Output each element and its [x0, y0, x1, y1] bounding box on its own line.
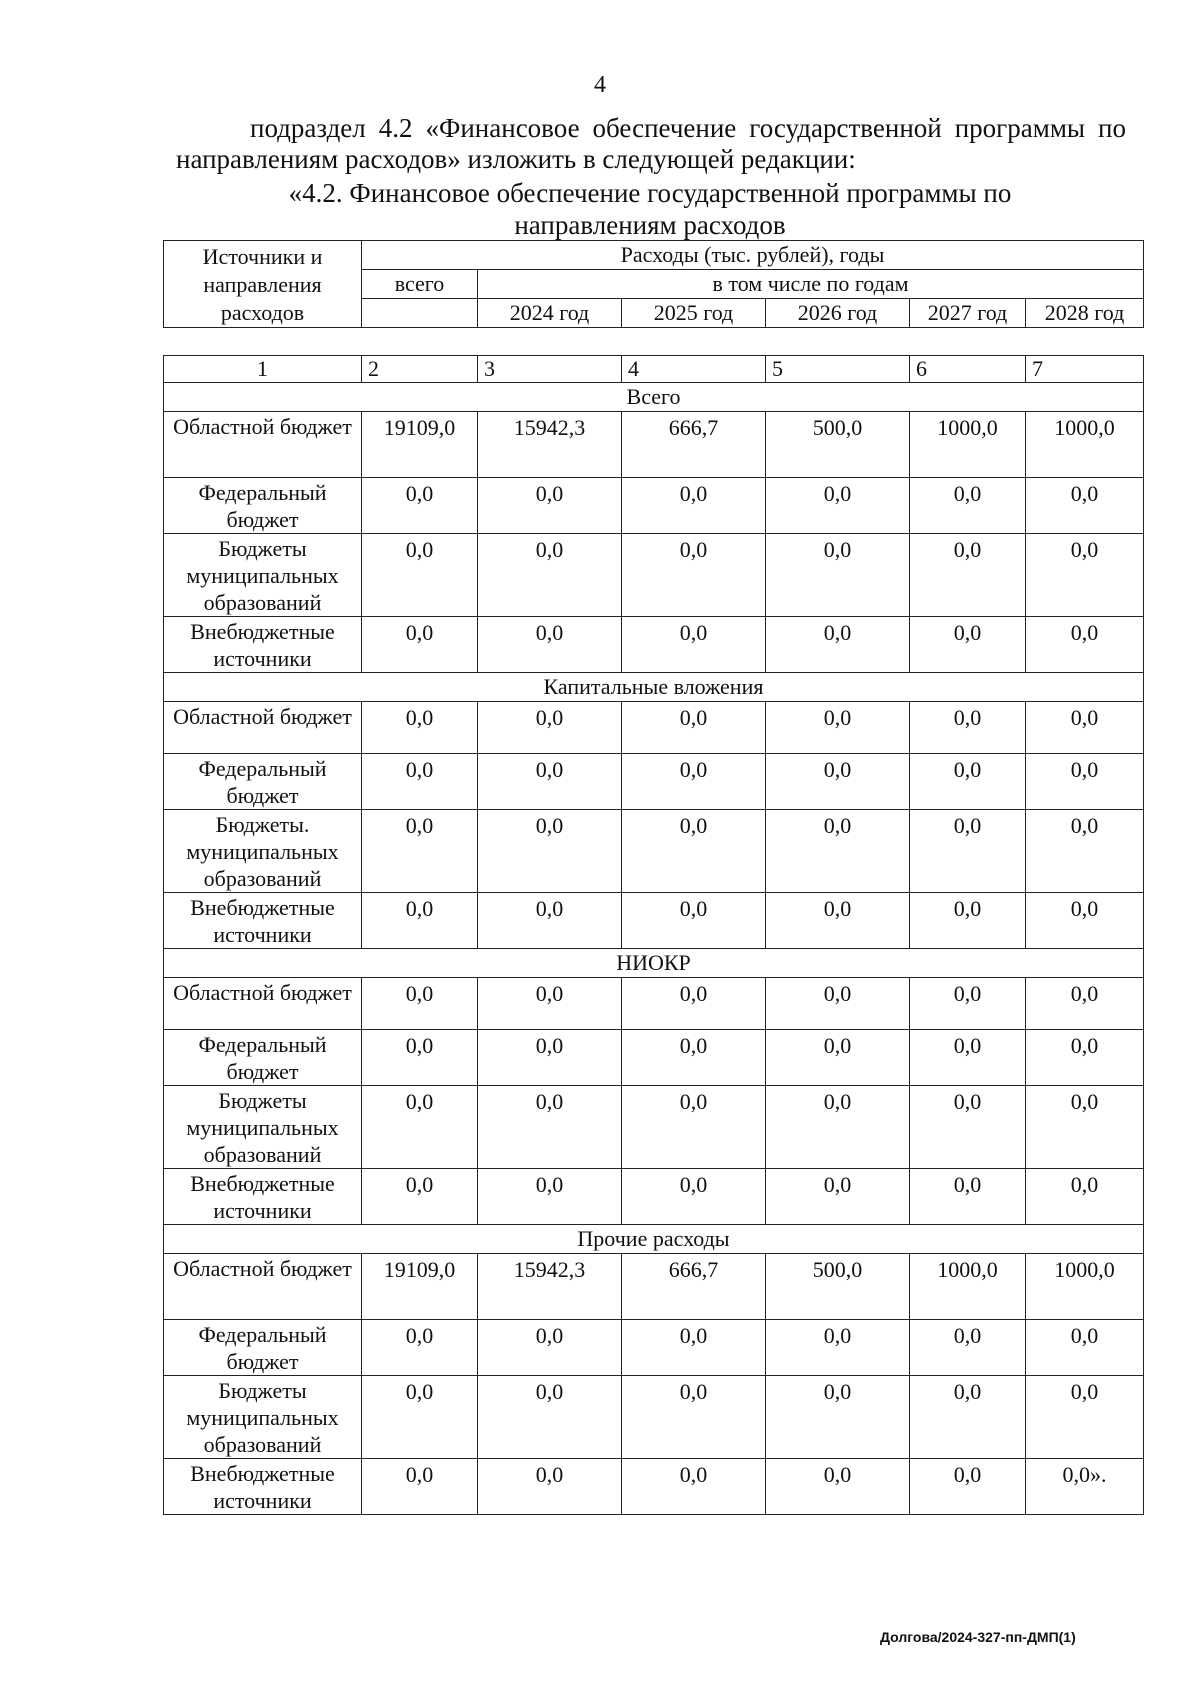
value-cell: 0,0 [622, 1169, 766, 1225]
row-label: Федеральный бюджет [164, 1030, 362, 1086]
value-cell: 0,0 [910, 1320, 1026, 1376]
value-cell: 0,0 [1026, 534, 1144, 617]
header-by-years: в том числе по годам [478, 270, 1144, 299]
value-cell: 0,0 [362, 810, 478, 893]
table-row [164, 1376, 1144, 1459]
value-cell: 19109,0 [362, 1254, 478, 1320]
table-row [164, 1030, 1144, 1086]
table-row [164, 1320, 1144, 1376]
financing-table [163, 355, 1144, 1515]
value-cell: 0,0 [622, 1320, 766, 1376]
value-cell: 0,0 [478, 1376, 622, 1459]
column-number: 3 [478, 356, 622, 383]
section-title: Прочие расходы [164, 1225, 1144, 1254]
intro-paragraph [176, 113, 1126, 175]
section-title-line-1: «4.2. Финансовое обеспечение государственной программы по [288, 178, 1012, 208]
value-cell: 0,0 [478, 810, 622, 893]
value-cell: 0,0 [478, 702, 622, 754]
value-cell: 0,0 [766, 478, 910, 534]
value-cell: 15942,3 [478, 412, 622, 478]
header-total-empty [362, 299, 478, 328]
table-row [164, 534, 1144, 617]
table-row [164, 1169, 1144, 1225]
financing-table-body [164, 356, 1144, 1515]
header-year: 2026 год [766, 299, 910, 328]
row-label: Областной бюджет [164, 702, 362, 754]
value-cell: 0,0 [362, 1459, 478, 1515]
value-cell: 0,0 [910, 1376, 1026, 1459]
value-cell: 0,0 [1026, 893, 1144, 949]
row-label: Внебюджетные источники [164, 617, 362, 673]
section-title-line-2: направлениям расходов [514, 210, 786, 240]
section-title: Капитальные вложения [164, 673, 1144, 702]
row-label: Внебюджетные источники [164, 893, 362, 949]
value-cell: 1000,0 [910, 412, 1026, 478]
value-cell: 0,0 [362, 1086, 478, 1169]
header-expenses-title: Расходы (тыс. рублей), годы [362, 241, 1144, 270]
intro-text: подраздел 4.2 «Финансовое обеспечение государственной программы по направлениям расходов» изложить в следующей редакции: [176, 113, 1126, 174]
value-cell: 0,0 [910, 1459, 1026, 1515]
column-number: 7 [1026, 356, 1144, 383]
value-cell: 0,0 [1026, 702, 1144, 754]
value-cell: 0,0 [1026, 617, 1144, 673]
value-cell: 0,0 [910, 978, 1026, 1030]
value-cell: 0,0 [766, 810, 910, 893]
table-row [164, 412, 1144, 478]
table-row [164, 702, 1144, 754]
value-cell: 0,0 [478, 978, 622, 1030]
value-cell: 500,0 [766, 412, 910, 478]
value-cell: 0,0 [478, 1320, 622, 1376]
value-cell: 0,0 [362, 478, 478, 534]
value-cell: 500,0 [766, 1254, 910, 1320]
value-cell: 0,0 [478, 617, 622, 673]
value-cell: 15942,3 [478, 1254, 622, 1320]
value-cell: 0,0 [910, 810, 1026, 893]
value-cell: 0,0 [910, 893, 1026, 949]
document-id-footer: Долгова/2024-327-пп-ДМП(1) [880, 1629, 1076, 1645]
table-row [164, 1086, 1144, 1169]
value-cell: 0,0 [362, 702, 478, 754]
section-title [165, 177, 1135, 241]
table-row [164, 893, 1144, 949]
value-cell: 1000,0 [1026, 412, 1144, 478]
table-row [164, 1254, 1144, 1320]
row-label: Областной бюджет [164, 978, 362, 1030]
value-cell: 0,0 [1026, 1320, 1144, 1376]
value-cell: 0,0 [766, 617, 910, 673]
value-cell: 0,0 [766, 1030, 910, 1086]
section-header-row [164, 949, 1144, 978]
value-cell: 0,0 [766, 534, 910, 617]
column-number: 5 [766, 356, 910, 383]
value-cell: 0,0 [622, 1459, 766, 1515]
value-cell: 0,0 [622, 478, 766, 534]
table-row [164, 810, 1144, 893]
value-cell: 0,0 [910, 478, 1026, 534]
value-cell: 0,0 [1026, 978, 1144, 1030]
row-label: Бюджеты муниципальных образований [164, 534, 362, 617]
value-cell: 0,0 [622, 893, 766, 949]
value-cell: 0,0 [766, 1169, 910, 1225]
value-cell: 19109,0 [362, 412, 478, 478]
column-number: 1 [164, 356, 362, 383]
row-label: Областной бюджет [164, 1254, 362, 1320]
header-year: 2027 год [910, 299, 1026, 328]
value-cell: 0,0 [1026, 810, 1144, 893]
table-row [164, 978, 1144, 1030]
value-cell: 0,0 [478, 1086, 622, 1169]
value-cell: 0,0 [1026, 754, 1144, 810]
value-cell: 0,0 [362, 893, 478, 949]
header-year: 2028 год [1026, 299, 1144, 328]
value-cell: 0,0 [362, 978, 478, 1030]
value-cell: 0,0 [622, 702, 766, 754]
value-cell: 0,0 [766, 1376, 910, 1459]
value-cell: 0,0 [362, 534, 478, 617]
row-label: Областной бюджет [164, 412, 362, 478]
value-cell: 0,0 [910, 754, 1026, 810]
value-cell: 0,0 [910, 534, 1026, 617]
row-label: Федеральный бюджет [164, 754, 362, 810]
value-cell: 0,0 [622, 754, 766, 810]
value-cell: 0,0 [766, 1320, 910, 1376]
value-cell: 0,0 [910, 1169, 1026, 1225]
section-header-row [164, 673, 1144, 702]
value-cell: 0,0 [622, 1030, 766, 1086]
value-cell: 0,0 [766, 754, 910, 810]
header-year: 2025 год [622, 299, 766, 328]
row-label: Бюджеты. муниципальных образований [164, 810, 362, 893]
value-cell: 0,0 [622, 1086, 766, 1169]
value-cell: 0,0 [478, 754, 622, 810]
value-cell: 666,7 [622, 412, 766, 478]
value-cell: 0,0 [622, 617, 766, 673]
value-cell: 0,0 [478, 893, 622, 949]
value-cell: 0,0 [478, 1030, 622, 1086]
value-cell: 0,0 [478, 534, 622, 617]
value-cell: 0,0 [362, 754, 478, 810]
row-label: Внебюджетные источники [164, 1169, 362, 1225]
value-cell: 0,0 [910, 1086, 1026, 1169]
value-cell: 0,0 [622, 534, 766, 617]
value-cell: 0,0 [478, 478, 622, 534]
value-cell: 0,0». [1026, 1459, 1144, 1515]
value-cell: 0,0 [766, 978, 910, 1030]
section-header-row [164, 1225, 1144, 1254]
row-label: Внебюджетные источники [164, 1459, 362, 1515]
value-cell: 0,0 [362, 617, 478, 673]
value-cell: 1000,0 [1026, 1254, 1144, 1320]
header-year: 2024 год [478, 299, 622, 328]
value-cell: 0,0 [1026, 1376, 1144, 1459]
column-number: 2 [362, 356, 478, 383]
value-cell: 0,0 [1026, 1169, 1144, 1225]
value-cell: 0,0 [362, 1169, 478, 1225]
value-cell: 0,0 [766, 702, 910, 754]
value-cell: 0,0 [766, 1459, 910, 1515]
value-cell: 0,0 [478, 1459, 622, 1515]
value-cell: 0,0 [362, 1320, 478, 1376]
value-cell: 0,0 [910, 617, 1026, 673]
header-total: всего [362, 270, 478, 299]
column-number: 4 [622, 356, 766, 383]
section-title: НИОКР [164, 949, 1144, 978]
column-number: 6 [910, 356, 1026, 383]
section-title: Всего [164, 383, 1144, 412]
value-cell: 0,0 [622, 1376, 766, 1459]
value-cell: 0,0 [1026, 478, 1144, 534]
section-header-row [164, 383, 1144, 412]
row-label: Бюджеты муниципальных образований [164, 1376, 362, 1459]
column-number-row [164, 356, 1144, 383]
value-cell: 0,0 [362, 1376, 478, 1459]
page-number: 4 [594, 72, 606, 98]
value-cell: 0,0 [910, 702, 1026, 754]
table-row [164, 617, 1144, 673]
value-cell: 0,0 [1026, 1086, 1144, 1169]
table-row [164, 478, 1144, 534]
value-cell: 0,0 [362, 1030, 478, 1086]
value-cell: 0,0 [766, 893, 910, 949]
value-cell: 1000,0 [910, 1254, 1026, 1320]
value-cell: 0,0 [622, 978, 766, 1030]
table-header [163, 240, 1144, 328]
header-sources: Источники и направления расходов [164, 241, 362, 328]
value-cell: 666,7 [622, 1254, 766, 1320]
table-row [164, 1459, 1144, 1515]
value-cell: 0,0 [1026, 1030, 1144, 1086]
row-label: Федеральный бюджет [164, 1320, 362, 1376]
value-cell: 0,0 [622, 810, 766, 893]
value-cell: 0,0 [910, 1030, 1026, 1086]
value-cell: 0,0 [478, 1169, 622, 1225]
value-cell: 0,0 [766, 1086, 910, 1169]
table-row [164, 754, 1144, 810]
row-label: Федеральный бюджет [164, 478, 362, 534]
row-label: Бюджеты муниципальных образований [164, 1086, 362, 1169]
